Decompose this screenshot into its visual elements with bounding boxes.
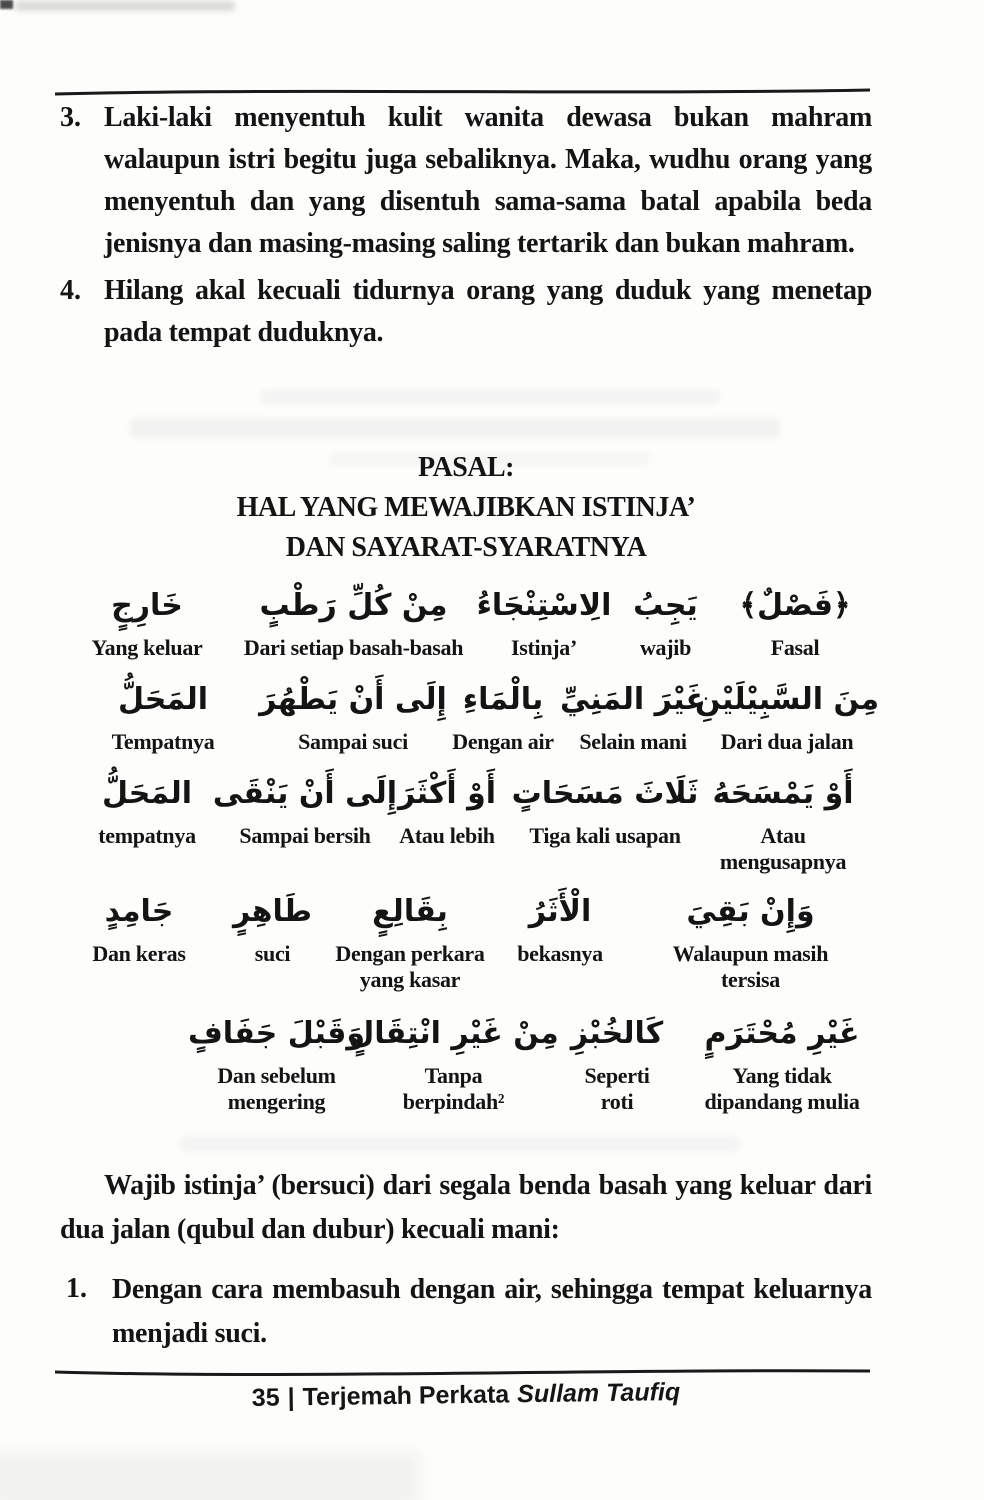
arabic-word: أَوْ أَكْثَرَ (398, 776, 497, 811)
heading-line: PASAL: (417, 452, 515, 483)
word-cell (613, 575, 718, 661)
word-cell (629, 881, 872, 993)
word-cell (188, 1003, 365, 1115)
arabic-word: وَقَبْلَ جَفَافٍ (187, 1016, 366, 1051)
gloss-text: Dan keras (92, 941, 186, 966)
word-cell (329, 881, 491, 993)
translation-row (60, 575, 872, 661)
list-item (60, 270, 872, 354)
gloss-text: tempatnya (98, 823, 196, 848)
word-cell (232, 575, 475, 661)
gloss-text: Atau lebih (399, 823, 495, 848)
gloss-text: Dan sebelum mengering (217, 1063, 336, 1114)
list-item (60, 97, 872, 265)
arabic-word: مِنْ غَيْرِ انْتِقَالٍ (348, 1016, 559, 1051)
gloss-text: Yang tidak dipandang mulia (704, 1063, 860, 1114)
gloss-text: Selain mani (579, 729, 687, 754)
list-item-number: 1. (66, 1273, 87, 1304)
scan-artifact (15, 1, 235, 11)
translation-row (60, 669, 880, 755)
arabic-word: الْأَثَرُ (528, 894, 592, 929)
gloss-text: suci (254, 941, 291, 966)
arabic-word: مِنْ كُلِّ رَطْبٍ (259, 588, 448, 623)
word-cell (378, 763, 516, 849)
word-cell (62, 575, 232, 661)
word-cell (559, 669, 707, 755)
scan-artifact (130, 418, 780, 438)
section-heading (60, 448, 872, 568)
arabic-word: غَيْرَ المَنِيِّ (559, 682, 707, 717)
word-cell (491, 881, 629, 967)
gloss-text: Istinja’ (510, 635, 578, 660)
list-item-text: Hilang akal kecuali tidurnya orang yang duduk yang menetap pada tempat duduknya. (104, 275, 872, 348)
gloss-text: Tanpa berpindah² (402, 1063, 505, 1114)
arabic-word: بِالْمَاءِ (462, 682, 544, 717)
gloss-text: Tempatnya (111, 729, 215, 754)
body-paragraph: Wajib istinja’ (bersuci) dari segala benda basah yang keluar dari dua jalan (qubul dan dubur) kecuali mani: (60, 1170, 872, 1245)
arabic-word: يَجِبُ (633, 588, 698, 623)
arabic-word: كَالخُبْزِ (570, 1016, 664, 1051)
arabic-word: المَحَلُّ (101, 776, 193, 811)
word-cell (62, 669, 264, 755)
word-cell (216, 881, 329, 967)
gloss-text: Dengan air (452, 729, 554, 754)
arabic-word: جَامِدٍ (104, 894, 174, 929)
list-item-text: Dengan cara membasuh dengan air, sehingga tempat keluarnya menjadi suci. (112, 1274, 872, 1349)
word-translation-table (60, 575, 880, 1115)
list-item-text: Laki-laki menyentuh kulit wanita dewasa bukan mahram walaupun istri begitu juga sebaliknya. Maka, wudhu orang yang menyentuh dan yang disentuh sama-sama batal apabila beda jenisnya dan masing-masing saling tertarik dan bukan mahram. (104, 102, 872, 259)
arabic-word: المَحَلُّ (117, 682, 209, 717)
arabic-word: ﴿فَصْلٌ﴾ (739, 588, 851, 623)
arabic-word: ثَلَاثَ مَسَحَاتٍ (511, 776, 699, 811)
gloss-text: Fasal (770, 635, 820, 660)
gloss-text: Sampai suci (298, 729, 408, 754)
scan-artifact (0, 1452, 420, 1500)
scan-artifact (260, 390, 720, 404)
arabic-word: إِلَى أَنْ يَنْقَى (212, 776, 398, 811)
arabic-word: الِاسْتِنْجَاءُ (476, 588, 612, 623)
arabic-word: أَوْ يَمْسَحَهُ (712, 776, 854, 811)
arabic-word: مِنَ السَّبِيْلَيْنِ (694, 682, 880, 717)
word-cell (259, 669, 447, 755)
heading-line: DAN SAYARAT-SYARATNYA (285, 532, 647, 563)
footer-label: Terjemah Perkata (302, 1380, 510, 1412)
gloss-text: Sampai bersih (239, 823, 371, 848)
word-cell (62, 881, 216, 967)
gloss-text: Dari setiap basah-basah (243, 635, 464, 660)
gloss-text: Tiga kali usapan (529, 823, 681, 848)
word-cell (542, 1003, 692, 1115)
word-cell (694, 669, 880, 755)
gloss-text: Walaupun masih tersisa (672, 941, 829, 992)
list-item-number: 4. (60, 275, 81, 306)
arabic-word: غَيْرِ مُحْتَرَمٍ (704, 1016, 860, 1051)
translation-row (60, 763, 872, 875)
scan-artifact (0, 0, 13, 9)
page-number: 35 (251, 1383, 280, 1412)
gloss-text: Seperti roti (584, 1063, 650, 1114)
heading-line: HAL YANG MEWAJIBKAN ISTINJA’ (236, 492, 696, 523)
numbered-list-top (60, 97, 872, 359)
arabic-word: طَاهِرٍ (233, 894, 312, 929)
footer-separator: | (287, 1383, 295, 1412)
list-item (66, 1268, 872, 1356)
gloss-text: Atau mengusapnya (719, 823, 847, 874)
gloss-text: Dengan perkara yang kasar (335, 941, 485, 992)
word-cell (62, 763, 232, 849)
arabic-word: وَإِنْ بَقِيَ (686, 894, 815, 929)
word-cell (694, 763, 872, 875)
word-cell (718, 575, 872, 661)
word-cell (212, 763, 398, 849)
word-cell (692, 1003, 872, 1115)
gloss-text: Yang keluar (91, 635, 203, 660)
arabic-word: خَارِجٍ (111, 588, 183, 623)
gloss-text: wajib (639, 635, 692, 660)
gloss-text: bekasnya (517, 941, 603, 966)
translation-row (60, 881, 872, 993)
list-item-number: 3. (60, 102, 81, 133)
scan-artifact (180, 1136, 740, 1152)
word-cell (442, 669, 564, 755)
word-cell (475, 575, 613, 661)
gloss-text: Dari dua jalan (720, 729, 854, 754)
arabic-word: بِقَالِعٍ (372, 894, 448, 929)
footer-book-title: Sullam Taufiq (516, 1378, 681, 1409)
numbered-list-bottom (66, 1268, 872, 1361)
translation-row (60, 1003, 872, 1115)
arabic-word: إِلَى أَنْ يَطْهُرَ (259, 682, 447, 717)
word-cell (511, 763, 699, 849)
word-cell (348, 1003, 559, 1115)
